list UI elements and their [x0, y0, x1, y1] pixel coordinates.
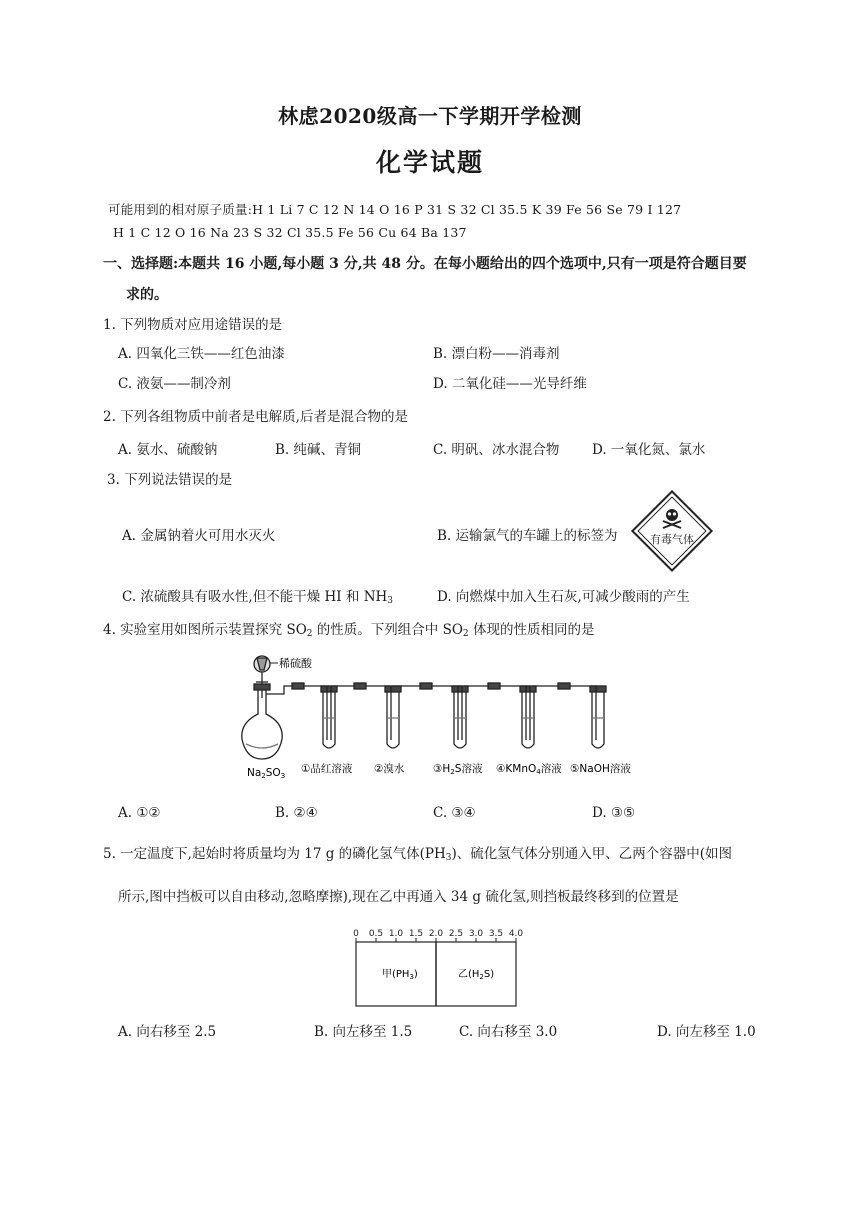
question-4-option-b: B. ②④ — [275, 805, 318, 821]
question-5-option-c: C. 向右移至 3.0 — [459, 1024, 558, 1040]
question-5-option-a: A. 向右移至 2.5 — [118, 1024, 217, 1040]
question-1-stem: 1. 下列物质对应用途错误的是 — [103, 317, 283, 333]
ruler-label: 2.5 — [448, 929, 464, 939]
ruler-label: 2.0 — [428, 929, 444, 939]
question-3-option-b: B. 运输氯气的车罐上的标签为 — [437, 528, 618, 544]
dilute-sulfuric-acid-label: 稀硫酸 — [279, 657, 312, 670]
ruler-label: 4.0 — [508, 929, 524, 939]
question-5-line1: 5. 一定温度下,起始时将质量均为 17 g 的磷化氢气体$(PH_3)$、硫化氢气体分别通入甲、乙两个容器中(如图 — [103, 846, 733, 863]
question-5-line2: 所示,图中挡板可以自由移动,忽略摩擦),现在乙中再通入 34 g 硫化氢,则挡板最终移到的位置是 — [118, 889, 679, 905]
toxic-gas-sign-icon — [629, 488, 715, 574]
so2-apparatus-diagram — [230, 648, 650, 783]
tube-2-label: ②溴水 — [374, 763, 405, 775]
ruler-label: 0 — [353, 929, 359, 939]
question-5-option-d: D. 向左移至 1.0 — [657, 1024, 756, 1040]
container-yi-label: 乙$(H_2S)$ — [458, 969, 495, 981]
atomic-masses-line2: H 1 C 12 O 16 Na 23 S 32 Cl 35.5 Fe 56 Cu 64 Ba 137 — [113, 225, 467, 240]
section-header-line1: 一、选择题:本题共 16 小题,每小题 3 分,共 48 分。在每小题给出的四个选项中,只有一项是符合题目要 — [103, 256, 747, 272]
question-2-option-b: B. 纯碱、青铜 — [275, 442, 362, 458]
question-1-option-d: D. 二氧化硅——光导纤维 — [433, 376, 587, 392]
container-jia-label: 甲$(PH_3)$ — [382, 969, 418, 981]
ruler-label: 3.0 — [468, 929, 484, 939]
question-3-stem: 3. 下列说法错误的是 — [107, 472, 233, 488]
ruler-label: 0.5 — [368, 929, 384, 939]
subject-title: 化学试题 — [375, 148, 484, 177]
question-4-option-a: A. ①② — [118, 805, 161, 821]
question-3-option-c: C. 浓硫酸具有吸水性,但不能干燥 HI 和 $NH_3$ — [122, 589, 394, 606]
partition-container-diagram — [346, 922, 526, 1012]
question-3-option-a: A. 金属钠着火可用水灭火 — [122, 528, 276, 544]
question-2-option-a: A. 氨水、硫酸钠 — [118, 442, 218, 458]
question-4-option-c: C. ③④ — [433, 805, 476, 821]
flask-label: Na2SO3 — [247, 767, 286, 780]
question-2-stem: 2. 下列各组物质中前者是电解质,后者是混合物的是 — [103, 409, 408, 425]
question-2-option-c: C. 明矾、冰水混合物 — [433, 442, 560, 458]
exam-title: 林虑2020级高一下学期开学检测 — [278, 104, 582, 128]
section-header-line2: 求的。 — [126, 287, 168, 303]
question-1-option-a: A. 四氧化三铁——红色油漆 — [118, 346, 285, 362]
tube-1-label: ①品红溶液 — [301, 763, 353, 775]
question-1-option-c: C. 液氨——制冷剂 — [118, 376, 231, 392]
question-2-option-d: D. 一氧化氮、氯水 — [592, 442, 706, 458]
ruler-label: 1.0 — [388, 929, 404, 939]
tube-4-label: ④KMnO4溶液 — [496, 763, 562, 776]
ruler-label: 3.5 — [488, 929, 504, 939]
tube-5-label: ⑤NaOH溶液 — [570, 763, 631, 775]
question-3-option-d: D. 向燃煤中加入生石灰,可减少酸雨的产生 — [437, 589, 690, 605]
question-4-stem: 4. 实验室用如图所示装置探究 $SO_2$ 的性质。下列组合中 $SO_2$ 体现的性质相同的是 — [103, 622, 595, 639]
ruler-label: 1.5 — [408, 929, 424, 939]
question-1-option-b: B. 漂白粉——消毒剂 — [433, 346, 560, 362]
toxic-gas-sign-label: 有毒气体 — [650, 533, 694, 546]
atomic-masses-line1: 可能用到的相对原子质量:H 1 Li 7 C 12 N 14 O 16 P 31 S 32 Cl 35.5 K 39 Fe 56 Se 79 I 127 — [108, 202, 682, 217]
question-5-option-b: B. 向左移至 1.5 — [314, 1024, 413, 1040]
tube-3-label: ③H2S溶液 — [433, 763, 483, 776]
question-4-option-d: D. ③⑤ — [592, 805, 636, 821]
